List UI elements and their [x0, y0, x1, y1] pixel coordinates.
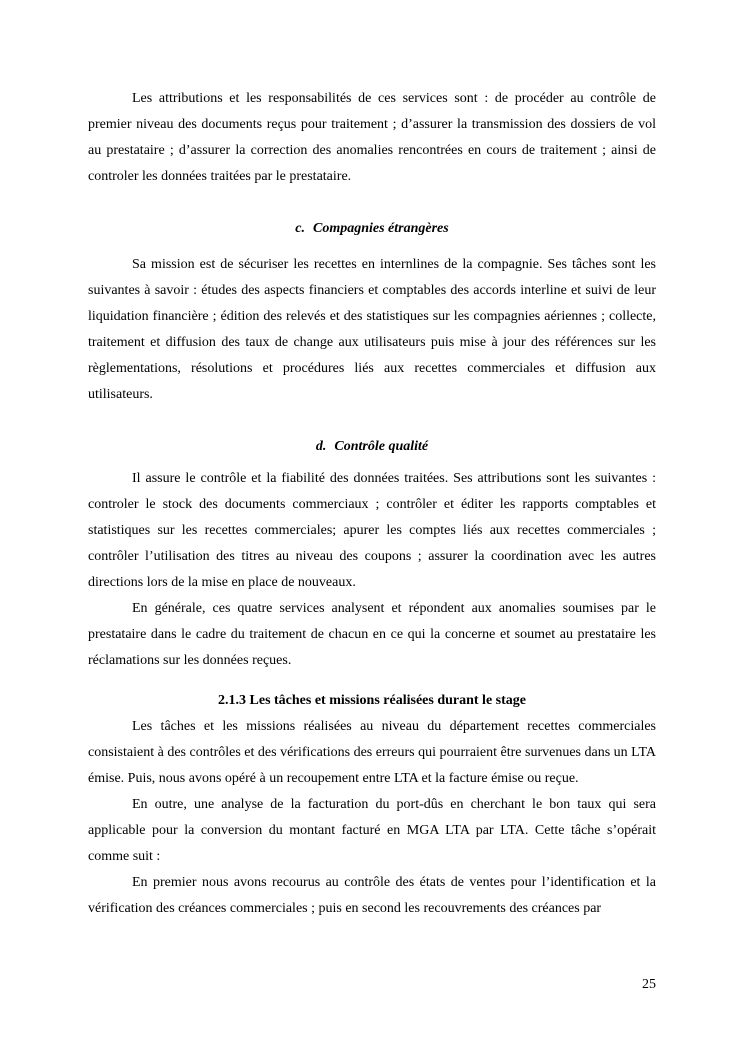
section-heading-c [88, 216, 656, 242]
paragraph-taches-missions: Les tâches et les missions réalisées au niveau du département recettes commerciales consistaient à des contrôles et des vérifications des erreurs qui pourraient être survenues dans un LTA émise. Puis, nous avons opéré à un recoupement entre LTA et la facture émise ou reçue. [88, 719, 656, 786]
paragraph-compagnies-etrangeres: Sa mission est de sécuriser les recettes en internlines de la compagnie. Ses tâches sont les suivantes à savoir : études des aspects financiers et comptables des accords interline et suivi de leur liquidation financière ; édition des relevés et des statistiques sur les compagnies aériennes ; collecte, traitement et diffusion des taux de change aux utilisateurs puis mise à jour des références sur les règlementations, résolutions et procédures liés aux recettes commerciales et diffusion aux utilisateurs. [88, 257, 656, 402]
section-heading-d [88, 434, 656, 460]
page-number: 25 [642, 977, 656, 992]
paragraph-en-premier: En premier nous avons recourus au contrôle des états de ventes pour l’identification et la vérification des créances commerciales ; puis en second les recouvrements des créances par [88, 875, 656, 916]
document-page [88, 86, 656, 922]
spacer [88, 242, 656, 252]
section-heading-2-1-3: 2.1.3 Les tâches et missions réalisées durant le stage [218, 693, 526, 708]
spacer [88, 408, 656, 434]
section-number: c. [295, 221, 305, 236]
paragraph-en-generale: En générale, ces quatre services analysent et répondent aux anomalies soumises par le prestataire dans le cadre du traitement de chacun en ce qui la concerne et soumet au prestataire les réclamations sur les données reçues. [88, 601, 656, 668]
section-number: d. [315, 439, 327, 454]
paragraph-en-outre: En outre, une analyse de la facturation du port-dûs en cherchant le bon taux qui sera applicable pour la conversion du montant facturé en MGA LTA par LTA. Cette tâche s’opérait comme suit : [88, 797, 656, 864]
section-title: Compagnies étrangères [312, 221, 449, 236]
paragraph-controle-qualite: Il assure le contrôle et la fiabilité des données traitées. Ses attributions sont les suivantes : controler le stock des documents commerciaux ; contrôler et éditer les rapports comptables et statistiques sur les recettes commerciales; apurer les comptes liés aux recettes commerciales ; contrôler l’utilisation des titres au niveau des coupons ; assurer la coordination avec les autres directions lors de la mise en place de nouveaux. [88, 471, 656, 590]
section-title: Contrôle qualité [334, 439, 429, 454]
spacer [88, 674, 656, 688]
paragraph-attributions: Les attributions et les responsabilités de ces services sont : de procéder au contrôle de premier niveau des documents reçus pour traitement ; d’assurer la transmission des dossiers de vol au prestataire ; d’assurer la correction des anomalies rencontrées en cours de traitement ; ainsi de controler les données traitées par le prestataire. [88, 91, 656, 184]
spacer [88, 190, 656, 216]
